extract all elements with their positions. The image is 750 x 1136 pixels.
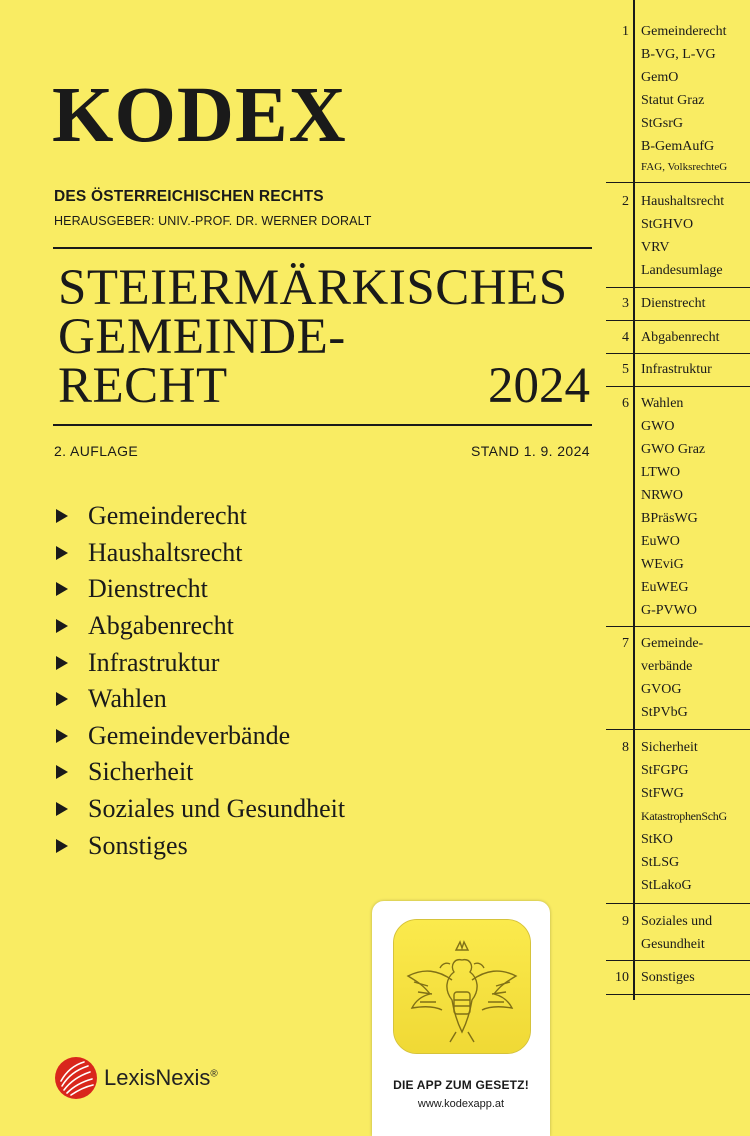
title-line-2: GEMEINDE-: [58, 309, 346, 365]
app-slogan: DIE APP ZUM GESETZ!: [393, 1078, 529, 1092]
bullet-triangle-icon: [56, 839, 68, 853]
edition-year: 2024: [488, 358, 590, 414]
topic-item: Soziales und Gesundheit: [54, 791, 345, 828]
title-line-1: STEIERMÄRKISCHES: [58, 260, 568, 316]
topic-list: [54, 498, 345, 864]
sidebar-divider: [606, 960, 750, 961]
sidebar-vertical-rule: [633, 0, 635, 1000]
sidebar-divider: [606, 353, 750, 354]
publisher-name: LexisNexis®: [104, 1065, 218, 1090]
sidebar-divider: [606, 903, 750, 904]
editor-line: HERAUSGEBER: UNIV.-PROF. DR. WERNER DORALT: [54, 214, 372, 228]
book-cover: KODEX DES ÖSTERREICHISCHEN RECHTS HERAUSGEBER: UNIV.-PROF. DR. WERNER DORALT STEIERMÄRKISCHES GEMEINDE- RECHT 2024 2. AUFLAGE STAND 1. 9. 2024 Gemeinderecht Haushaltsrecht Dienstrecht Abgabenrecht Infrastruktur Wahlen Gemeindeverbände Sicherheit Soziales und Gesundheit Sonstiges 1 Gemeinderecht B-VG, L-VG GemO Statut Graz StGsrG B-GemAufG FAG, VolksrechteG 2 Haushaltsrecht StGHVO VRV Landesumlage 3 Dienstrecht 4 Abgabenrecht 5 Infrastruktur 6 Wahlen GWO GWO Graz LTWO NRWO BPräsWG EuWO WEviG EuWEG G-PVWO 7 Gemeinde- verbände GVOG StPVbG 8 Sicherheit StFGPG StFWG KatastrophenSchG StKO StLSG StLakoG 9 Soziales und Gesundheit 10 Sonstiges DIE APP ZUM GESETZ! www.kodexapp.at LexisNexis®: [0, 0, 750, 1136]
topic-item: Wahlen: [54, 681, 345, 718]
app-url[interactable]: www.kodexapp.at: [417, 1098, 505, 1110]
topic-item: Dienstrecht: [54, 571, 345, 608]
bullet-triangle-icon: [56, 802, 68, 816]
sidebar-divider: [606, 626, 750, 627]
sidebar-divider: [606, 182, 750, 183]
topic-item: Infrastruktur: [54, 644, 345, 681]
sidebar-divider: [606, 729, 750, 730]
title-line-3: RECHT: [58, 358, 228, 414]
app-badge: [372, 901, 550, 1136]
bullet-triangle-icon: [56, 582, 68, 596]
eagle-app-icon: [393, 919, 531, 1054]
series-subtitle: DES ÖSTERREICHISCHEN RECHTS: [54, 188, 324, 205]
stand-date: STAND 1. 9. 2024: [471, 443, 590, 459]
topic-item: Sicherheit: [54, 754, 345, 791]
topic-item: Haushaltsrecht: [54, 535, 345, 572]
lexisnexis-mark-icon: [54, 1056, 98, 1100]
edition-label: 2. AUFLAGE: [54, 443, 139, 459]
sidebar-divider: [606, 320, 750, 321]
bullet-triangle-icon: [56, 765, 68, 779]
brand-title: KODEX: [52, 72, 347, 159]
bullet-triangle-icon: [56, 729, 68, 743]
bullet-triangle-icon: [56, 692, 68, 706]
divider: [53, 424, 592, 426]
topic-item: Gemeindeverbände: [54, 718, 345, 755]
topic-item: Abgabenrecht: [54, 608, 345, 645]
topic-item: Sonstiges: [54, 827, 345, 864]
bullet-triangle-icon: [56, 656, 68, 670]
sidebar-divider: [606, 994, 750, 995]
publisher-logo: [54, 1056, 218, 1100]
divider: [53, 247, 592, 249]
bullet-triangle-icon: [56, 509, 68, 523]
sidebar-divider: [606, 386, 750, 387]
bullet-triangle-icon: [56, 546, 68, 560]
sidebar-divider: [606, 287, 750, 288]
topic-item: Gemeinderecht: [54, 498, 345, 535]
bullet-triangle-icon: [56, 619, 68, 633]
